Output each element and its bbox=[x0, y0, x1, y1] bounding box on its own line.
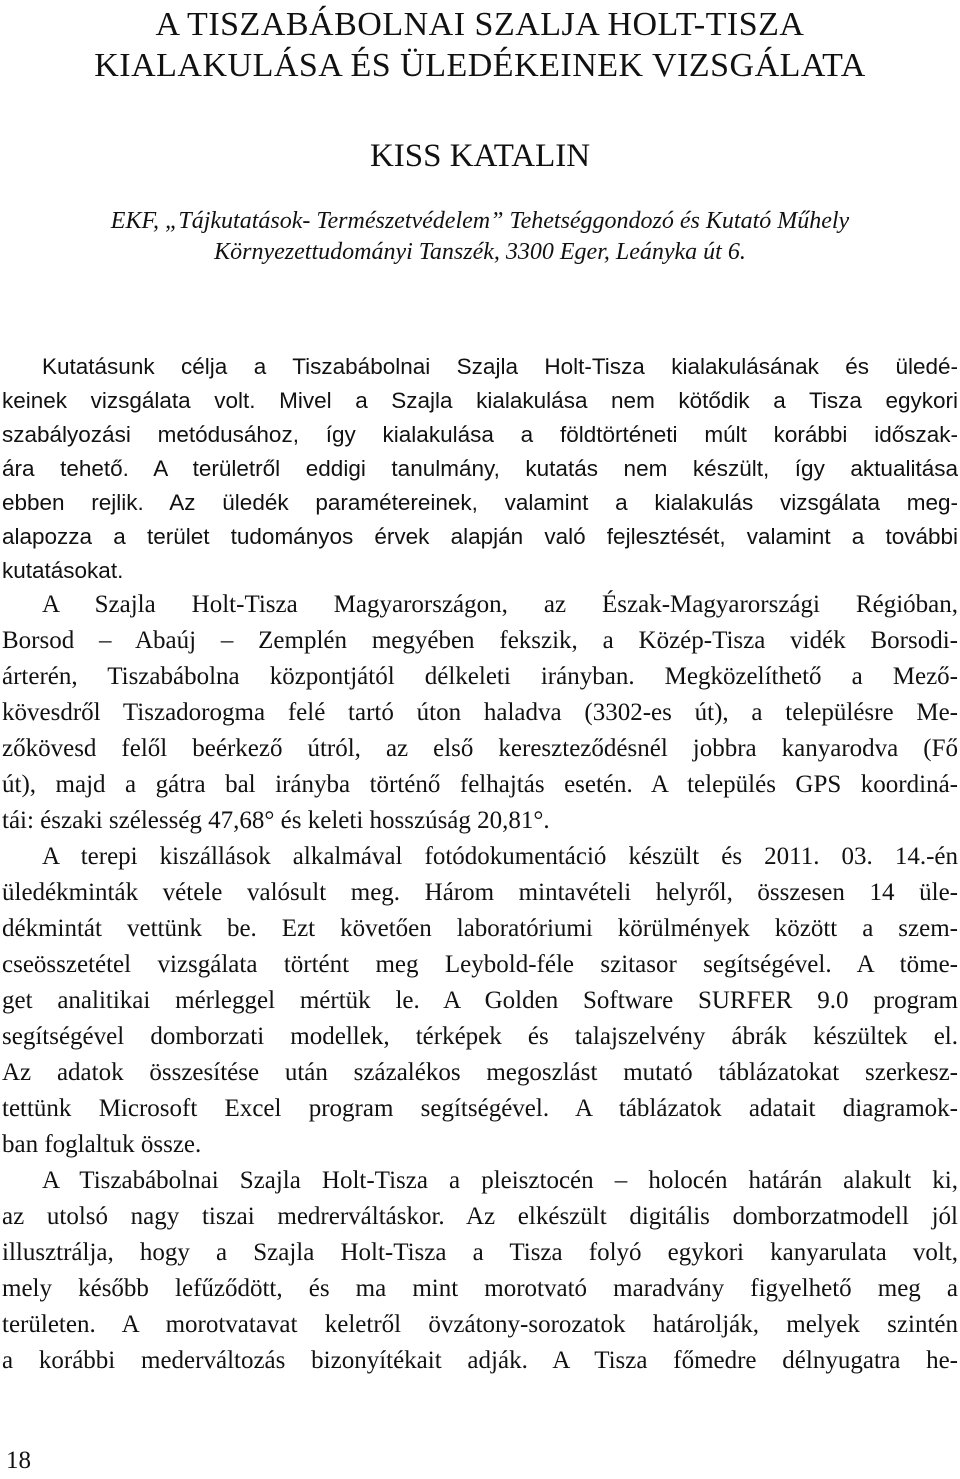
abstract-line: ára tehető. A területről eddigi tanulmány, kutatás nem készült, így aktualitása bbox=[2, 456, 958, 481]
title-line: KIALAKULÁSA ÉS ÜLEDÉKEINEK VIZSGÁLATA bbox=[94, 47, 866, 84]
paragraph-line: Az adatok összesítése után százalékos megoszlást mutató táblázatokat szerkesz- bbox=[2, 1059, 958, 1086]
abstract-line: alapozza a terület tudományos érvek alapján való fejlesztését, valamint a további bbox=[2, 524, 958, 549]
paragraph-line: Borsod – Abaúj – Zemplén megyében fekszik, a Közép-Tisza vidék Borsodi- bbox=[2, 627, 958, 654]
paragraph-line: a korábbi mederváltozás bizonyítékait adják. A Tisza főmedre délnyugatra he- bbox=[2, 1347, 958, 1374]
paragraph-line: get analitikai mérleggel mértük le. A Golden Software SURFER 9.0 program bbox=[2, 987, 958, 1014]
paragraph-line: árterén, Tiszabábolna központjától délkeleti irányban. Megközelíthető a Mező- bbox=[2, 663, 958, 690]
paragraph-line: az utolsó nagy tiszai medrerváltáskor. Az elkészült digitális domborzatmodell jól bbox=[2, 1203, 958, 1230]
paragraph-line: dékmintát vettünk be. Ezt követően laboratóriumi körülmények között a szem- bbox=[2, 915, 958, 942]
paragraph-line: A Tiszabábolnai Szajla Holt-Tisza a pleisztocén – holocén határán alakult ki, bbox=[42, 1167, 958, 1194]
abstract-line: kutatásokat. bbox=[2, 558, 124, 583]
paragraph-line: A Szajla Holt-Tisza Magyarországon, az Észak-Magyarországi Régióban, bbox=[42, 591, 958, 618]
paragraph-line: tettünk Microsoft Excel program segítségével. A táblázatok adatait diagramok- bbox=[2, 1095, 958, 1122]
paragraph-line: út), majd a gátra bal irányba történő felhajtás esetén. A település GPS koordiná- bbox=[2, 771, 958, 798]
paragraph-line: ban foglaltuk össze. bbox=[2, 1131, 202, 1158]
paragraph-line: zőkövesd felől beérkező útról, az első kereszteződésnél jobbra kanyarodva (Fő bbox=[2, 735, 958, 762]
paragraph-line: kövesdről Tiszadorogma felé tartó úton haladva (3302-es út), a településre Me- bbox=[2, 699, 958, 726]
author-name: KISS KATALIN bbox=[369, 138, 591, 174]
paragraph-line: tái: északi szélesség 47,68° és keleti hosszúság 20,81°. bbox=[2, 807, 550, 834]
title-line: A TISZABÁBOLNAI SZALJA HOLT-TISZA bbox=[155, 6, 805, 43]
affiliation-line: Környezettudományi Tanszék, 3300 Eger, Leányka út 6. bbox=[214, 239, 746, 265]
abstract bbox=[0, 350, 960, 588]
affiliation-line: EKF, „Tájkutatások- Természetvédelem” Tehetséggondozó és Kutató Műhely bbox=[110, 208, 850, 234]
paragraph-line: mely később lefűződött, és ma mint morotvató maradvány figyelhető meg a bbox=[2, 1275, 958, 1302]
body-text bbox=[0, 587, 960, 1379]
page-number: 18 bbox=[6, 1447, 31, 1474]
abstract-line: keinek vizsgálata volt. Mivel a Szajla kialakulása nem kötődik a Tisza egykori bbox=[2, 388, 958, 413]
paragraph-line: területen. A morotvatavat keletről övzátony-sorozatok határolják, melyek szintén bbox=[2, 1311, 958, 1338]
paragraph-line: A terepi kiszállások alkalmával fotódokumentáció készült és 2011. 03. 14.-én bbox=[42, 843, 958, 870]
paragraph-line: illusztrálja, hogy a Szajla Holt-Tisza a Tisza folyó egykori kanyarulata volt, bbox=[2, 1239, 958, 1266]
paragraph-line: üledékminták vétele valósult meg. Három mintavételi helyről, összesen 14 üle- bbox=[2, 879, 958, 906]
paragraph-line: cseösszetétel vizsgálata történt meg Leybold-féle szitasor segítségével. A tömе- bbox=[2, 951, 958, 978]
paragraph-line: segítségével domborzati modellek, térképek és talajszelvény ábrák készültek el. bbox=[2, 1023, 958, 1050]
abstract-line: ebben rejlik. Az üledék paramétereinek, valamint a kialakulás vizsgálata meg- bbox=[2, 490, 958, 515]
abstract-line: szabályozási metódusához, így kialakulása a földtörténeti múlt korábbi időszak- bbox=[2, 422, 958, 447]
author-affiliation bbox=[0, 206, 960, 268]
abstract-line: Kutatásunk célja a Tiszabábolnai Szajla Holt-Tisza kialakulásának és üledé- bbox=[42, 354, 958, 379]
paper-title bbox=[0, 4, 960, 86]
